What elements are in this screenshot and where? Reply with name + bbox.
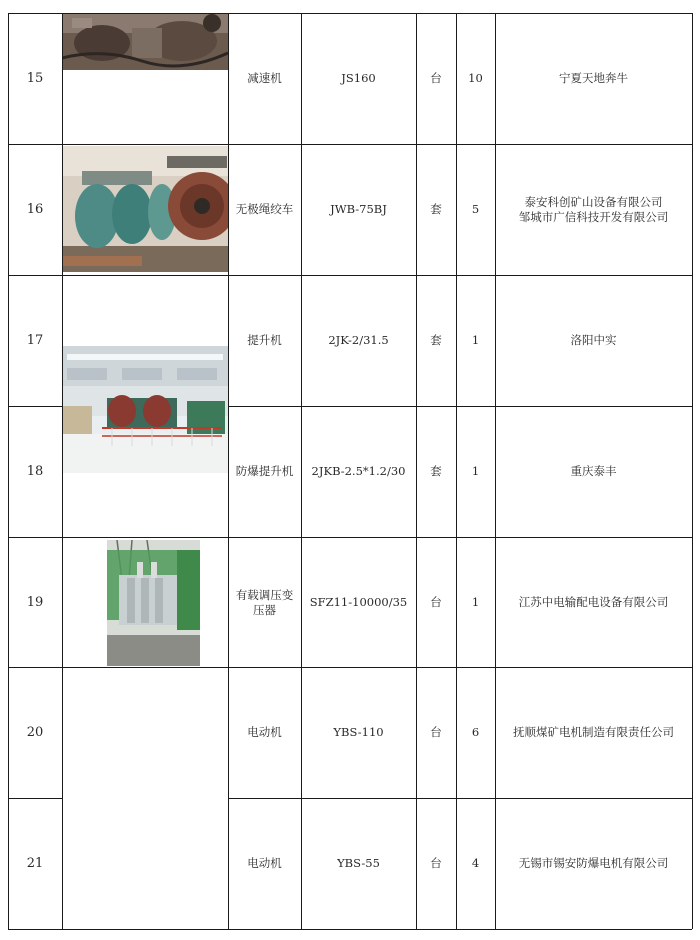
row-15-model: JS160 <box>341 71 376 85</box>
grid-vline-1 <box>62 13 63 929</box>
grid-top-border <box>8 13 692 14</box>
row-21-unit: 台 <box>430 856 442 870</box>
hoist-hall-photo <box>62 346 228 473</box>
row-18-name: 防爆提升机 <box>235 464 294 478</box>
row-21-name: 电动机 <box>247 856 282 870</box>
grid-hline-data-0 <box>228 144 692 145</box>
grid-hline-no-4 <box>8 667 62 668</box>
row-19-no: 19 <box>26 595 44 610</box>
row-19-model: SFZ11-10000/35 <box>309 595 408 609</box>
row-18-unit: 套 <box>430 464 442 478</box>
row-21-model: YBS-55 <box>337 856 380 870</box>
row-18-maker: 重庆泰丰 <box>570 464 617 478</box>
grid-hline-no-5 <box>8 798 62 799</box>
grid-vline-2 <box>228 13 229 929</box>
row-20-name: 电动机 <box>247 725 282 739</box>
row-17-model: 2JK-2/31.5 <box>328 333 389 347</box>
grid-vline-3 <box>301 13 302 929</box>
grid-hline-img-4 <box>62 929 228 930</box>
row-18-no: 18 <box>26 464 44 479</box>
grid-vline-0 <box>8 13 9 929</box>
row-19-qty: 1 <box>471 595 480 609</box>
grid-hline-data-4 <box>228 667 692 668</box>
row-17-no: 17 <box>26 333 44 348</box>
row-15-unit: 台 <box>430 71 442 85</box>
transformer-photo <box>107 540 200 666</box>
grid-hline-data-5 <box>228 798 692 799</box>
row-21-no: 21 <box>26 856 44 871</box>
grid-hline-no-6 <box>8 929 62 930</box>
row-21-maker: 无锡市锡安防爆电机有限公司 <box>518 856 669 870</box>
row-20-qty: 6 <box>471 725 480 739</box>
grid-hline-img-1 <box>62 275 228 276</box>
row-16-qty: 5 <box>471 202 480 216</box>
reducer-photo <box>62 13 228 70</box>
row-15-maker: 宁夏天地奔牛 <box>559 71 628 85</box>
grid-hline-data-6 <box>228 929 692 930</box>
row-17-name: 提升机 <box>247 333 282 347</box>
row-18-model: 2JKB-2.5*1.2/30 <box>311 464 406 478</box>
row-15-qty: 10 <box>468 71 483 85</box>
row-15-name: 减速机 <box>247 71 282 85</box>
grid-vline-7 <box>692 13 693 929</box>
grid-vline-5 <box>456 13 457 929</box>
grid-hline-data-3 <box>228 537 692 538</box>
row-20-model: YBS-110 <box>333 725 384 739</box>
grid-hline-no-1 <box>8 275 62 276</box>
row-20-maker: 抚顺煤矿电机制造有限责任公司 <box>513 725 674 739</box>
grid-hline-no-0 <box>8 144 62 145</box>
grid-vline-4 <box>416 13 417 929</box>
row-15-no: 15 <box>26 71 44 86</box>
grid-hline-data-1 <box>228 275 692 276</box>
row-19-name: 有载调压变 压器 <box>235 587 294 617</box>
grid-vline-6 <box>495 13 496 929</box>
row-21-qty: 4 <box>471 856 480 870</box>
row-20-unit: 台 <box>430 725 442 739</box>
grid-hline-no-3 <box>8 537 62 538</box>
row-16-name: 无极绳绞车 <box>235 202 294 216</box>
row-17-unit: 套 <box>430 333 442 347</box>
row-18-qty: 1 <box>471 464 480 478</box>
grid-hline-no-2 <box>8 406 62 407</box>
row-16-model: JWB-75BJ <box>330 202 387 216</box>
row-20-no: 20 <box>26 725 44 740</box>
row-17-qty: 1 <box>471 333 480 347</box>
row-19-maker: 江苏中电输配电设备有限公司 <box>518 595 669 609</box>
row-16-unit: 套 <box>430 202 442 216</box>
row-16-maker: 泰安科创矿山设备有限公司 邹城市广信科技开发有限公司 <box>518 194 669 224</box>
grid-hline-data-2 <box>228 406 692 407</box>
row-19-unit: 台 <box>430 595 442 609</box>
row-17-maker: 洛阳中实 <box>570 333 617 347</box>
grid-hline-img-0 <box>62 144 228 145</box>
winch-photo <box>62 146 228 272</box>
grid-hline-img-3 <box>62 667 228 668</box>
row-16-no: 16 <box>26 202 44 217</box>
grid-hline-img-2 <box>62 537 228 538</box>
